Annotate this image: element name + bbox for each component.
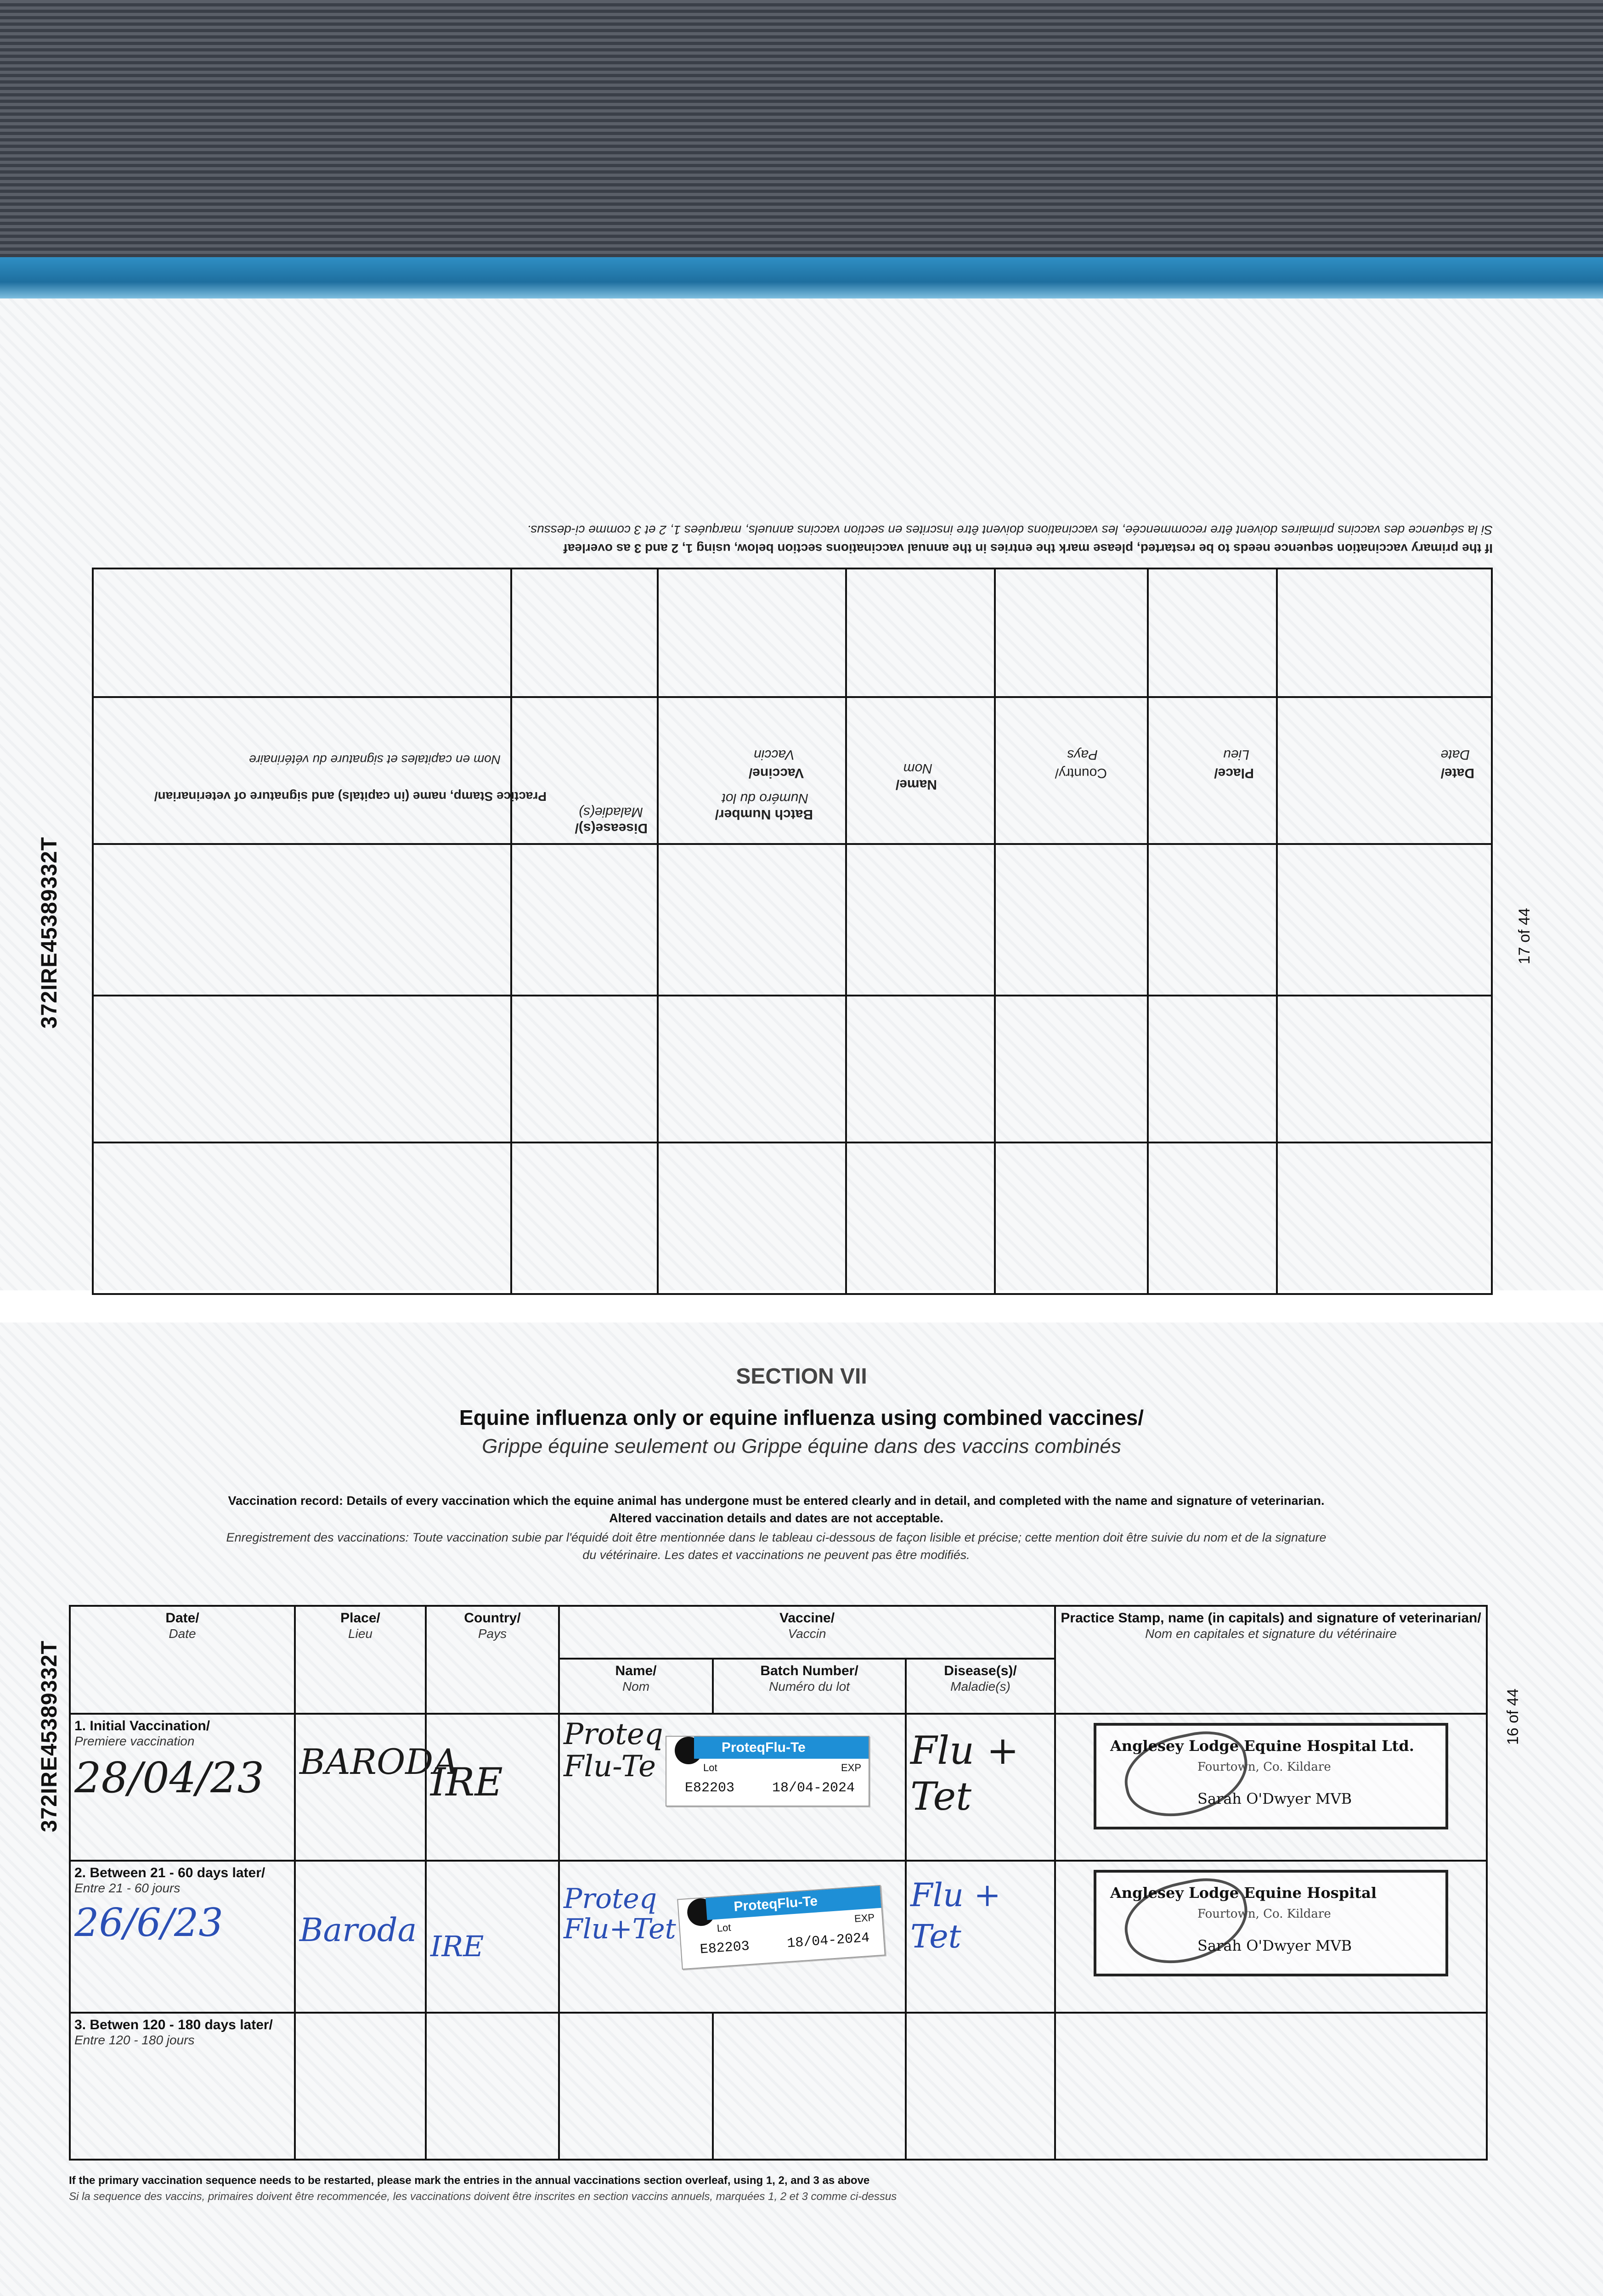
row1-exp-label: EXP [841,1762,862,1774]
row3-disease-cell [906,2013,1055,2160]
intro-fr: Enregistrement des vaccinations: Toute vaccination subie par l'équidé doit être mentionnée dans le tableau ci-dessous de façon lisible et précise; cette mention doit être suivie du nom et de la signature [226,1531,1326,1544]
row1-disease-cell [906,1714,1055,1861]
flipped-header-country-fr: Pays [1067,747,1098,762]
passport-cover-edge [0,257,1603,298]
row1-disease: Flu + Tet [910,1728,1019,1819]
row3-label: 3. Betwen 120 - 180 days later/ Entre 120 - 180 jours [74,2017,273,2047]
row3-stamp-cell [1055,2013,1487,2160]
footer-note-en: If the primary vaccination sequence needs to be restarted, please mark the entries in the annual vaccinations section overleaf, using 1, 2, and 3 as above [69,2174,870,2187]
header-place: Place/ Lieu [295,1606,426,1714]
page-number-17: 17 of 44 [1516,908,1533,964]
table-row [70,1714,1487,1861]
row1-batch-sticker [666,1736,869,1806]
row2-batch-sticker [677,1885,886,1970]
flipped-header-stamp-fr: Nom en capitales et signature du vétérinaire [249,753,501,767]
row1-date-cell [70,1714,295,1861]
row2-practice-stamp [1094,1870,1448,1976]
vaccination-table [69,1605,1488,2161]
row1-stamp-line1: Anglesey Lodge Equine Hospital Ltd. [1110,1737,1414,1755]
flipped-header-disease: Disease(s)/ [575,821,648,836]
row1-batch-brand: ProteqFlu-Te [694,1737,869,1759]
header-disease: Disease(s)/ Maladie(s) [906,1659,1055,1714]
row2-lot-label: Lot [716,1922,732,1935]
row1-vaccine-name: Proteq Flu-Te [564,1717,663,1784]
row2-stamp-cell [1055,1861,1487,2012]
row3-date-cell [70,2013,295,2160]
flipped-header-place: Place/ [1214,765,1254,781]
row1-country: IRE [430,1760,503,1805]
flipped-header-vaccine: Vaccine/ [748,765,804,781]
row3-place-cell [295,2013,426,2160]
flipped-header-batch: Batch Number/ [715,807,813,822]
row2-disease-cell [906,1861,1055,2012]
row1-place-cell [295,1714,459,1861]
header-vaccine: Vaccine/ Vaccin [559,1606,1055,1659]
row2-country: IRE [430,1930,484,1964]
flipped-note-fr: Si la séquence des vaccins primaires doivent être recommencée, les vaccinations doivent être inscrites en section vaccins annuels, marquées 1, 2 et 3 comme ci-dessus. [527,523,1493,537]
row2-place: Baroda [299,1911,417,1949]
row2-label: 2. Between 21 - 60 days later/ Entre 21 - 60 jours [74,1865,265,1896]
flipped-header-disease-fr: Maladie(s) [578,805,643,820]
row2-place-cell [295,1861,426,2012]
row2-stamp-line1: Anglesey Lodge Equine Hospital [1110,1884,1377,1902]
row1-stamp-line2: Fourtown, Co. Kildare [1197,1760,1331,1774]
flipped-header-date-fr: Date [1440,747,1470,762]
section-number: SECTION VII [736,1364,867,1389]
header-name: Name/ Nom [559,1659,713,1714]
row1-stamp-cell [1055,1714,1487,1861]
row2-date-cell [70,1861,295,2012]
flipped-header-stamp: Practice Stamp, name (in capitals) and signature of veterinarian/ [154,789,547,804]
side-document-id-bottom: 372IRE45389332T [37,1640,62,1832]
flipped-header-country: Country/ [1055,765,1107,781]
flipped-note-en: If the primary vaccination sequence needs to be restarted, please mark the entries in the annual vaccinations section below, using 1, 2 and 3 as overleaf [563,541,1493,556]
row2-country-cell [426,1861,559,2012]
flipped-vaccination-table [92,568,1493,1295]
footer-note-fr: Si la sequence des vaccins, primaires doivent être recommencée, les vaccinations doivent être inscrites en section vaccins annuels, marquées 1, 2 et 3 comme ci-dessus [69,2190,897,2203]
header-country: Country/ Pays [426,1606,559,1714]
row3-batch-cell [713,2013,906,2160]
intro-en: Vaccination record: Details of every vaccination which the equine animal has undergone must be entered clearly and in detail, and completed with the name and signature of veterinarian. [228,1494,1325,1508]
row1-stamp-line3: Sarah O'Dwyer MVB [1197,1790,1352,1808]
row2-name-batch-cell [559,1861,906,2012]
row2-stamp-line2: Fourtown, Co. Kildare [1197,1907,1331,1921]
header-batch: Batch Number/ Numéro du lot [713,1659,906,1714]
flipped-header-date: Date/ [1440,765,1474,781]
row1-label: 1. Initial Vaccination/ Premiere vaccination [74,1718,210,1749]
row3-country-cell [426,2013,559,2160]
row1-batch-lot: E82203 [685,1780,735,1796]
intro-fr-2: du vétérinaire. Les dates et vaccinations ne peuvent pas être modifiés. [582,1548,970,1562]
row1-place: BARODA [299,1741,459,1783]
row2-batch-brand: ProteqFlu-Te [706,1886,881,1920]
row1-name-batch-cell [559,1714,906,1861]
row2-batch-exp: 18/04-2024 [786,1930,870,1952]
flipped-header-vaccine-fr: Vaccin [754,747,795,762]
intro-en-2: Altered vaccination details and dates are not acceptable. [609,1511,943,1525]
passport-cover [0,0,1603,257]
row1-date: 28/04/23 [74,1753,265,1803]
side-document-id-top: 372IRE45389332T [37,837,62,1029]
row1-practice-stamp [1094,1723,1448,1829]
row2-stamp-line3: Sarah O'Dwyer MVB [1197,1937,1352,1955]
row3-name-cell [559,2013,713,2160]
section-title-fr: Grippe équine seulement ou Grippe équine dans des vaccins combinés [482,1435,1121,1458]
row2-date: 26/6/23 [74,1900,223,1946]
row2-exp-label: EXP [854,1912,875,1925]
header-date: Date/ Date [70,1606,295,1714]
row1-lot-label: Lot [703,1762,717,1774]
flipped-header-name-fr: Nom [903,761,932,776]
section-title-en: Equine influenza only or equine influenza using combined vaccines/ [459,1406,1144,1429]
row1-batch-exp: 18/04-2024 [772,1780,855,1796]
page-number-16: 16 of 44 [1504,1688,1522,1745]
flipped-page-17 [0,298,1603,1332]
flipped-header-batch-fr: Numéro du lot [722,791,808,806]
row2-vaccine-name: Proteq Flu+Tet [564,1883,676,1946]
header-stamp: Practice Stamp, name (in capitals) and signature of veterinarian/ Nom en capitales et signature du vétérinaire [1055,1606,1487,1714]
flipped-header-name: Name/ [895,777,937,792]
table-row [70,2013,1487,2160]
row1-country-cell [426,1714,559,1861]
row2-batch-lot: E82203 [699,1939,750,1958]
flipped-header-place-fr: Lieu [1223,747,1249,762]
row2-disease: Flu + Tet [910,1876,1001,1956]
table-row [70,1861,1487,2012]
